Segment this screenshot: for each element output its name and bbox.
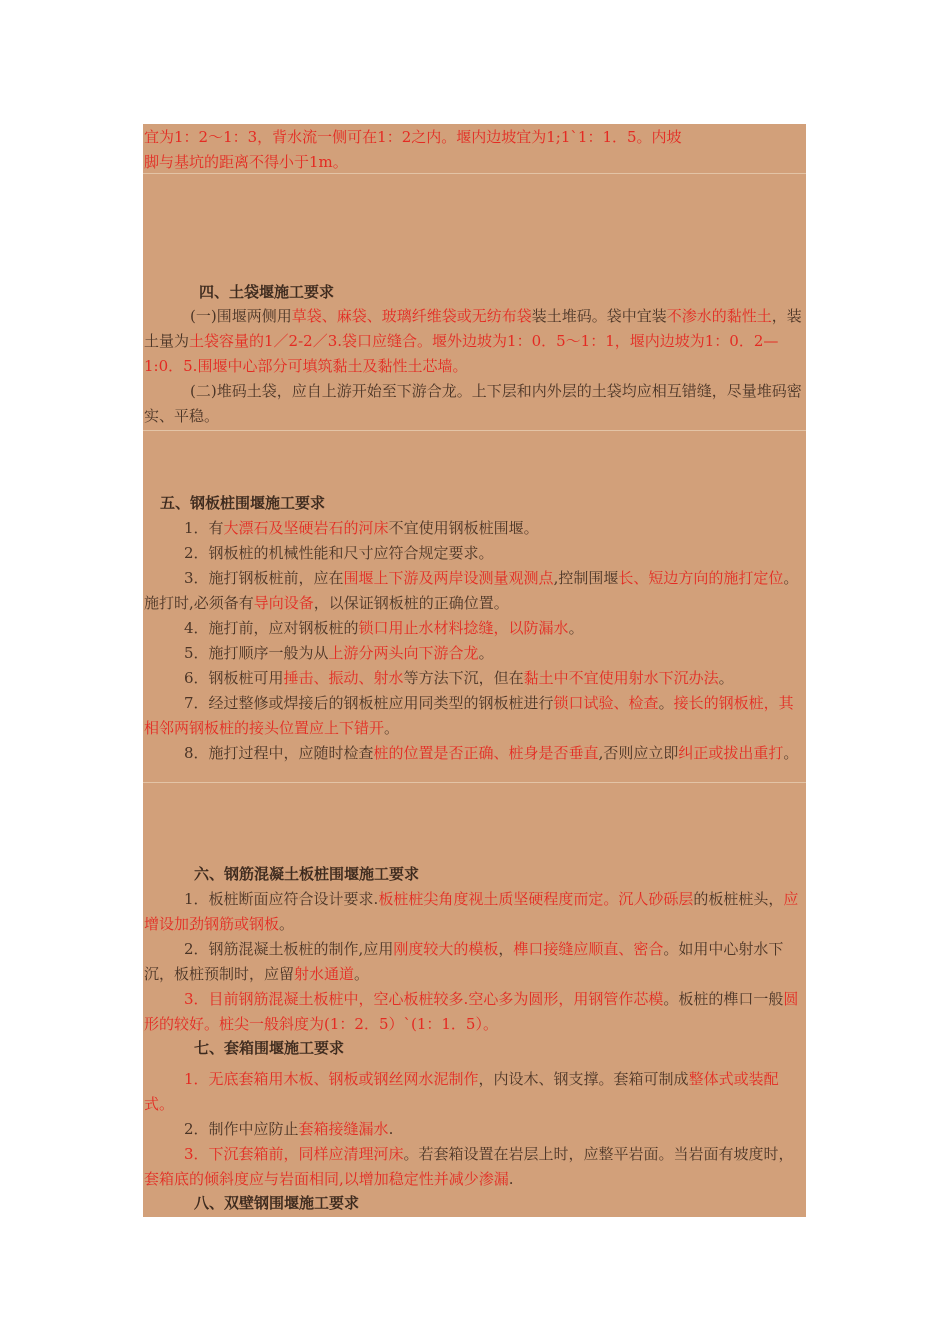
section-6-title: 六、钢筋混凝土板桩围堰施工要求 bbox=[194, 865, 420, 883]
intro-block bbox=[143, 124, 806, 174]
intro-line-1: 宜为1：2～1：3，背水流一侧可在1：2之内。堰内边坡宜为1;1`1：1．5。内坡 bbox=[144, 128, 682, 146]
s5-item-4: 4．施打前，应对钢板桩的锁口用止水材料捻缝，以防漏水。 bbox=[184, 619, 584, 637]
s5-item-2: 2．钢板桩的机械性能和尺寸应符合规定要求。 bbox=[184, 544, 494, 562]
s4-paragraph-1: (一)围堰两侧用草袋、麻袋、玻璃纤维袋或无纺布袋装土堆码。袋中宜装不渗水的黏性土，装土量为土袋容量的1／2-2／3.袋口应缝合。堰外边坡为1：0．5～1：1，堰内边坡为1：0．2—1:0．5.围堰中心部分可填筑黏土及黏性土芯墙。 bbox=[144, 307, 802, 375]
section-4-block bbox=[143, 174, 806, 431]
s5-item-7: 7．经过整修或焊接后的钢板桩应用同类型的钢板桩进行锁口试验、检查。接长的钢板桩，其相邻两钢板桩的接头位置应上下错开。 bbox=[144, 694, 794, 737]
s6-item-2: 2．钢筋混凝土板桩的制作,应用刚度较大的模板，榫口接缝应顺直、密合。如用中心射水下沉，板桩预制时，应留射水通道。 bbox=[144, 940, 784, 983]
s7-item-2: 2．制作中应防止套箱接缝漏水. bbox=[184, 1120, 394, 1138]
s5-item-6: 6．钢板桩可用捶击、振动、射水等方法下沉，但在黏土中不宜使用射水下沉办法。 bbox=[184, 669, 734, 687]
section-7-title: 七、套箱围堰施工要求 bbox=[194, 1039, 345, 1057]
s5-item-5: 5．施打顺序一般为从上游分两头向下游合龙。 bbox=[184, 644, 494, 662]
section-5-title: 五、钢板桩围堰施工要求 bbox=[160, 494, 326, 512]
section-6-8-block bbox=[143, 783, 806, 1217]
section-8-title: 八、双壁钢围堰施工要求 bbox=[194, 1194, 360, 1212]
section-4-title: 四、土袋堰施工要求 bbox=[199, 283, 335, 301]
s7-item-1: 1．无底套箱用木板、钢板或钢丝网水泥制作，内设木、钢支撑。套箱可制成整体式或装配式。 bbox=[144, 1070, 779, 1113]
s7-item-3: 3．下沉套箱前，同样应清理河床。若套箱设置在岩层上时，应整平岩面。当岩面有坡度时，套箱底的倾斜度应与岩面相同,以增加稳定性并减少渗漏. bbox=[144, 1145, 794, 1188]
document-body bbox=[143, 124, 806, 1217]
s5-item-3: 3．施打钢板桩前，应在围堰上下游及两岸设测量观测点,控制围堰长、短边方向的施打定位。施打时,必须备有导向设备，以保证钢板桩的正确位置。 bbox=[144, 569, 799, 612]
s4-paragraph-2: (二)堆码土袋，应自上游开始至下游合龙。上下层和内外层的土袋均应相互错缝，尽量堆码密实、平稳。 bbox=[144, 382, 802, 425]
s6-item-1: 1．板桩断面应符合设计要求.板桩桩尖角度视土质坚硬程度而定。沉人砂砾层的板桩桩头，应增设加劲钢筋或钢板。 bbox=[144, 890, 799, 933]
intro-line-2: 脚与基坑的距离不得小于1m。 bbox=[144, 153, 348, 171]
s5-item-1: 1．有大漂石及坚硬岩石的河床不宜使用钢板桩围堰。 bbox=[184, 519, 539, 537]
s5-item-8: 8．施打过程中，应随时检查桩的位置是否正确、桩身是否垂直,否则应立即纠正或拔出重打。 bbox=[184, 744, 799, 762]
s6-item-3: 3．目前钢筋混凝土板桩中，空心板桩较多.空心多为圆形，用钢管作芯模。板桩的榫口一般圆形的较好。桩尖一般斜度为(1：2．5）`(1：1．5）。 bbox=[144, 990, 799, 1033]
section-5-block bbox=[143, 431, 806, 783]
